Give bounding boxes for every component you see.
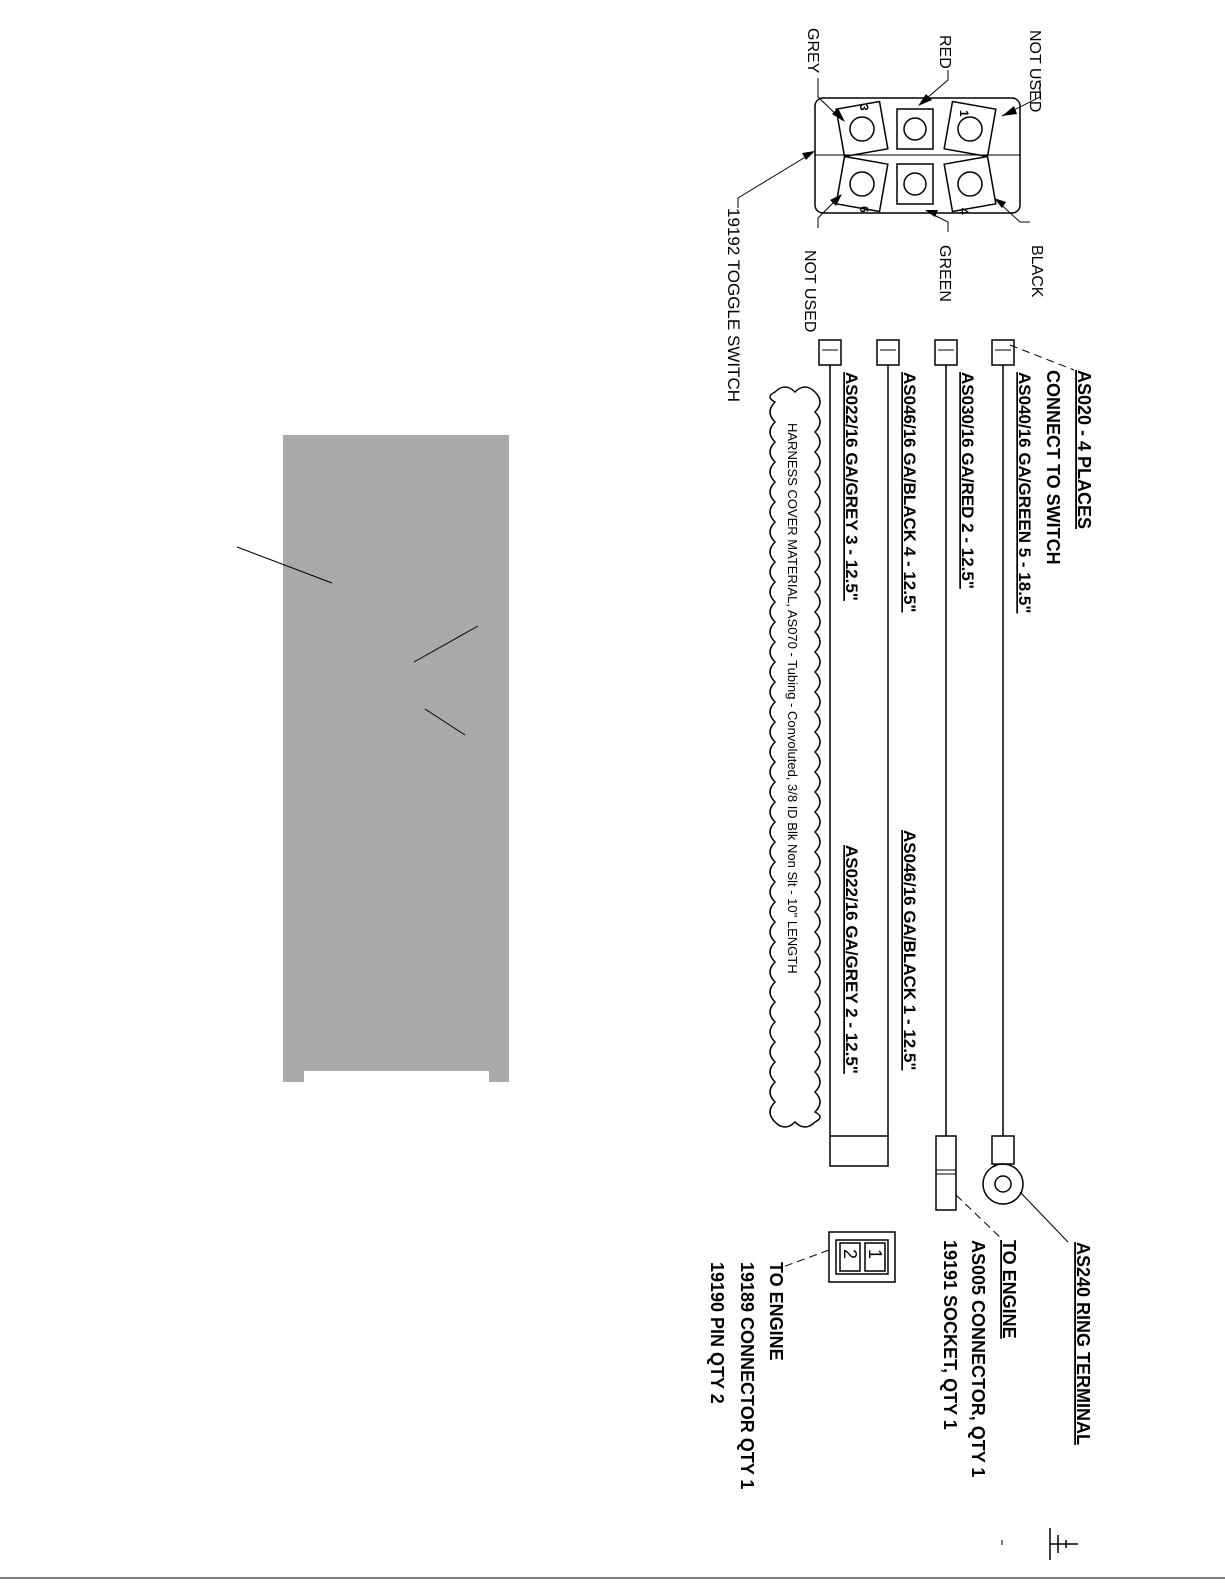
terminal-pin-6 [836,157,888,212]
label-not-used-top: NOT USED [1026,30,1043,113]
pin-number-6: 6 [857,206,871,213]
wire-label-red: AS030/16 GA/RED 2 - 12.5" [958,372,977,589]
toggle-switch [815,98,1020,215]
label-green: GREEN [936,245,953,302]
wire-label-green: AS040/16 GA/GREEN 5 - 18.5" [1015,372,1034,614]
plug-pin-1: 1 [865,1249,885,1260]
engine2-title: TO ENGINE [766,1262,786,1361]
ring-terminal [983,1136,1068,1242]
grey-image-panel [237,435,509,1082]
wire-label-grey-right: AS022/16 GA/GREY 2 - 12.5" [842,845,861,1074]
engine2-line1: 19189 CONNECTOR QTY 1 [737,1262,757,1490]
terminal-pin-4 [944,157,996,212]
wire-label-black-right: AS046/16 GA/BLACK 1 - 12.5" [900,830,919,1071]
engine1-line2: 19191 SOCKET, QTY 1 [940,1240,960,1430]
connect-note: CONNECT TO SWITCH [1043,370,1063,565]
switch-title: 19192 TOGGLE SWITCH [724,208,743,402]
pin-number-3: 3 [857,104,871,111]
engine1-title: TO ENGINE [999,1240,1019,1339]
terminal-center-bottom [897,164,933,204]
harness-cover-callout [770,387,820,1127]
ring-terminal-label: AS240 RING TERMINAL [1073,1242,1093,1446]
pin-number-4: 4 [957,208,971,215]
terminal-note: AS020 - 4 PLACES [1074,370,1094,530]
wire-label-grey-left: AS022/16 GA/GREY 3 - 12.5" [842,372,861,601]
label-grey: GREY [804,28,821,74]
plug-pin-2: 2 [840,1249,860,1260]
bullet-socket-connector [936,1136,1003,1240]
terminal-center-top [897,109,933,149]
engine2-line2: 19190 PIN QTY 2 [707,1262,727,1404]
label-red: RED [936,35,953,69]
harness-cover-note: HARNESS COVER MATERIAL, AS070 - Tubing - Convoluted, 3/8 ID Blk Non Slt - 10" LENGTH [785,423,800,974]
label-black: BLACK [1028,245,1045,298]
engine1-line1: AS005 CONNECTOR, QTY 1 [968,1240,988,1478]
switch-leaders [738,70,1040,232]
two-pin-plug [780,1232,895,1282]
label-not-used-bottom: NOT USED [801,250,818,333]
ground-icon [1050,1528,1078,1560]
pin-number-1: 1 [957,110,971,117]
wire-label-black-left: AS046/16 GA/BLACK 4 - 12.5" [900,372,919,613]
